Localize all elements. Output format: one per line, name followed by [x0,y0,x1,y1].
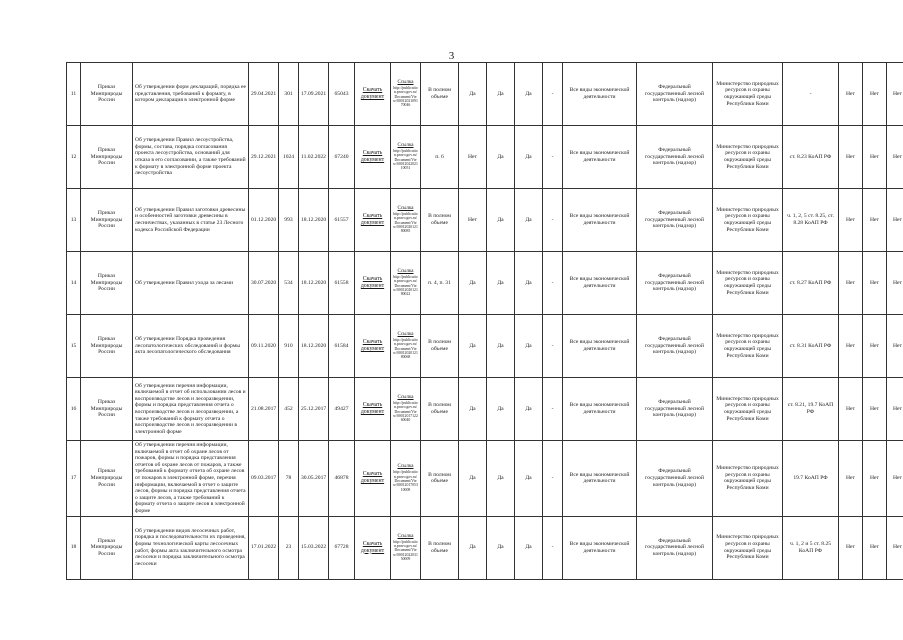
activity-type: Все виды экономической деятельности [563,252,637,315]
source-cell [391,252,421,315]
source-link[interactable] [393,395,418,423]
liability-article: ст. 8.21, 19.7 КоАП РФ [783,378,839,441]
control-type: Федеральный государственный лесной контроль (надзор) [637,516,713,579]
criterion-4: - [543,252,563,315]
source-link-label: Ссылка [397,143,414,149]
source-link[interactable] [393,332,418,360]
criterion-4: - [543,516,563,579]
extra-1: Нет [839,252,863,315]
source-link-label: Ссылка [397,332,414,338]
table-row [67,378,903,441]
application-scope: В полном объеме [421,315,459,378]
control-type: Федеральный государственный лесной контроль (надзор) [637,63,713,126]
application-scope: п. 6 [421,126,459,189]
table-row [67,63,903,126]
document-type: Приказ Минприроды России [81,378,133,441]
registration-date: 30.05.2017 [299,441,329,517]
document-number: 23 [279,516,299,579]
criterion-3: Да [515,126,543,189]
liability-article: ст. 8.23 КоАП РФ [783,126,839,189]
source-link-label: Ссылка [397,206,414,212]
source-link-url: http://publication.pravo.gov.ru/Document/View/0001202203150009 [393,539,418,561]
extra-2: Нет [863,441,887,517]
control-authority: Министерство природных ресурсов и охраны окружающей среды Республики Коми [713,441,783,517]
control-authority: Министерство природных ресурсов и охраны окружающей среды Республики Коми [713,516,783,579]
application-scope: В полном объеме [421,189,459,252]
source-link[interactable] [393,269,418,297]
criterion-3: Да [515,378,543,441]
activity-type: Все виды экономической деятельности [563,315,637,378]
row-number: 16 [67,378,81,441]
source-link-url: http://publication.pravo.gov.ru/Document/View/0001202202110051 [393,148,418,171]
approval-date: 01.12.2020 [249,189,279,252]
liability-article: - [783,63,839,126]
control-type: Федеральный государственный лесной контроль (надзор) [637,252,713,315]
source-link-label: Ссылка [397,533,414,539]
control-type: Федеральный государственный лесной контроль (надзор) [637,378,713,441]
registration-date: 17.09.2021 [299,63,329,126]
download-cell [355,63,391,126]
download-cell [355,441,391,517]
criterion-1: Да [459,516,487,579]
criterion-1: Да [459,252,487,315]
download-document-link[interactable]: Скачать документ [360,213,385,226]
registration-number: 61584 [329,315,355,378]
row-number: 18 [67,516,81,579]
document-type: Приказ Минприроды России [81,63,133,126]
document-title: Об утверждении перечня информации, включаемой в отчет об охране лесов от пожаров, формы и порядка представления отчетов об охране лесов от пожаров, а также требований к формату отчета об охране лесов от пожаров в электронной форме, перечня информации, включаемой в отчет о защите лесов, формы и порядка представления отчета о защите лесов, а также требований к формату отчета о защите лесов в электронной форме [133,441,249,517]
approval-date: 21.08.2017 [249,378,279,441]
source-link[interactable] [393,80,418,108]
liability-article: ст. 8.31 КоАП РФ [783,315,839,378]
document-number: 452 [279,378,299,441]
extra-2: Нет [863,189,887,252]
criterion-2: Да [487,63,515,126]
document-number: 1024 [279,126,299,189]
source-link[interactable] [393,534,418,562]
registration-number: 49427 [329,378,355,441]
row-number: 13 [67,189,81,252]
control-authority: Министерство природных ресурсов и охраны окружающей среды Республики Коми [713,252,783,315]
registration-number: 61557 [329,189,355,252]
criterion-2: Да [487,516,515,579]
document-type: Приказ Минприроды России [81,441,133,517]
extra-1: Нет [839,63,863,126]
document-title: Об утверждении Правил ухода за лесами [133,252,249,315]
application-scope: В полном объеме [421,378,459,441]
criterion-3: Да [515,315,543,378]
extra-1: Нет [839,126,863,189]
document-title: Об утверждении Порядка проведения лесопатологических обследований и формы акта лесопатологического обследования [133,315,249,378]
control-type: Федеральный государственный лесной контроль (надзор) [637,189,713,252]
table-body [67,63,903,580]
source-cell [391,189,421,252]
download-document-link[interactable]: Скачать документ [360,471,385,485]
extra-1: Нет [839,378,863,441]
table-row [67,516,903,579]
criterion-2: Да [487,378,515,441]
extra-3: Нет [887,63,903,126]
download-document-link[interactable]: Скачать документ [360,276,385,289]
document-number: 910 [279,315,299,378]
activity-type: Все виды экономической деятельности [563,378,637,441]
criterion-3: Да [515,63,543,126]
extra-2: Нет [863,252,887,315]
download-document-link[interactable]: Скачать документ [360,339,385,352]
criterion-2: Да [487,252,515,315]
source-link-url: http://publication.pravo.gov.ru/Document/View/0001202012180068 [393,337,418,360]
criterion-1: Нет [459,189,487,252]
extra-2: Нет [863,378,887,441]
source-link-url: http://publication.pravo.gov.ru/Document/View/0001202012180085 [393,211,418,234]
row-number: 15 [67,315,81,378]
download-cell [355,516,391,579]
page-number: 3 [448,50,455,62]
control-authority: Министерство природных ресурсов и охраны окружающей среды Республики Коми [713,315,783,378]
source-link-url: http://publication.pravo.gov.ru/Document/View/0001202109170046 [393,85,418,108]
registration-number: 61558 [329,252,355,315]
table-row [67,441,903,517]
document-title: Об утверждении форм деклараций, порядка ее представления, требований к формату, в котором декларация в электронной форме [133,63,249,126]
table-row [67,252,903,315]
control-authority: Министерство природных ресурсов и охраны окружающей среды Республики Коми [713,378,783,441]
download-document-link[interactable]: Скачать документ [360,87,385,100]
download-document-link[interactable]: Скачать документ [360,150,385,163]
approval-date: 30.07.2020 [249,252,279,315]
registration-number: 46878 [329,441,355,517]
extra-3: Нет [887,516,903,579]
registration-number: 67240 [329,126,355,189]
criterion-4: - [543,315,563,378]
download-cell [355,252,391,315]
source-link[interactable] [393,143,418,171]
registration-date: 11.02.2022 [299,126,329,189]
table-row [67,126,903,189]
criterion-2: Да [487,315,515,378]
approval-date: 09.03.2017 [249,441,279,517]
criterion-2: Да [487,126,515,189]
extra-3: Нет [887,189,903,252]
document-type: Приказ Минприроды России [81,315,133,378]
row-number: 11 [67,63,81,126]
application-scope: В полном объеме [421,441,459,517]
registration-date: 18.12.2020 [299,315,329,378]
criterion-1: Да [459,315,487,378]
liability-article: ч. 1, 2 и 5 ст. 8.25 КоАП РФ [783,516,839,579]
control-type: Федеральный государственный лесной контроль (надзор) [637,441,713,517]
extra-1: Нет [839,315,863,378]
criterion-1: Да [459,63,487,126]
criterion-4: - [543,441,563,517]
source-cell [391,516,421,579]
application-scope: п. 4, п. 31 [421,252,459,315]
source-link-label: Ссылка [397,80,414,86]
source-link-url: http://publication.pravo.gov.ru/Document/View/0001201705310008 [393,470,418,492]
control-authority: Министерство природных ресурсов и охраны окружающей среды Республики Коми [713,63,783,126]
criterion-2: Да [487,189,515,252]
liability-article: ст. 8.27 КоАП РФ [783,252,839,315]
source-cell [391,378,421,441]
criterion-4: - [543,126,563,189]
row-number: 12 [67,126,81,189]
registration-date: 25.12.2017 [299,378,329,441]
source-link-label: Ссылка [397,269,414,275]
registration-date: 18.12.2020 [299,189,329,252]
extra-3: Нет [887,126,903,189]
document-title: Об утверждении Правил лесоустройства, формы, состава, порядка согласования проекта лесоустройства, оснований для отказа в его согласовании, а также требований к формату в электронной форме проекта лесоустройства [133,126,249,189]
criterion-1: Да [459,441,487,517]
document-type: Приказ Минприроды России [81,189,133,252]
criterion-3: Да [515,189,543,252]
registration-date: 15.03.2022 [299,516,329,579]
document-type: Приказ Минприроды России [81,252,133,315]
download-cell [355,378,391,441]
criterion-4: - [543,189,563,252]
activity-type: Все виды экономической деятельности [563,516,637,579]
extra-2: Нет [863,516,887,579]
row-number: 17 [67,441,81,517]
extra-2: Нет [863,63,887,126]
registration-number: 65043 [329,63,355,126]
activity-type: Все виды экономической деятельности [563,189,637,252]
document-number: 534 [279,252,299,315]
activity-type: Все виды экономической деятельности [563,441,637,517]
criterion-4: - [543,63,563,126]
liability-article: 19.7 КоАП РФ [783,441,839,517]
row-number: 14 [67,252,81,315]
criterion-3: Да [515,441,543,517]
document-title: Об утверждении перечня информации, включаемой в отчет об использовании лесов и воспроизводстве лесов и лесоразведении, формы и порядка представления отчета о воспроизводстве лесов и лесоразведении, а также требований к формату отчета о воспроизводстве лесов и лесоразведении в электронной форме [133,378,249,441]
document-title: Об утверждении Правил заготовки древесины и особенностей заготовки древесины в лесничествах, указанных в статье 23 Лесного кодекса Российской Федерации [133,189,249,252]
document-number: 993 [279,189,299,252]
extra-1: Нет [839,516,863,579]
criterion-4: - [543,378,563,441]
control-type: Федеральный государственный лесной контроль (надзор) [637,315,713,378]
source-cell [391,315,421,378]
criterion-2: Да [487,441,515,517]
approval-date: 29.04.2021 [249,63,279,126]
source-link-url: http://publication.pravo.gov.ru/Document/View/0001202012180022 [393,274,418,297]
document-title: Об утверждении видов лесосечных работ, порядка и последовательности их проведения, формы технологической карты лесосечных работ, формы акта заключительного осмотра лесосеки и порядка заключительного осмотра лесосеки [133,516,249,579]
source-link-url: http://publication.pravo.gov.ru/Document/View/0001201712260040 [393,400,418,423]
document-number: 78 [279,441,299,517]
activity-type: Все виды экономической деятельности [563,63,637,126]
download-document-link[interactable]: Скачать документ [360,540,385,554]
extra-1: Нет [839,441,863,517]
download-cell [355,126,391,189]
table-row [67,315,903,378]
criterion-1: Нет [459,126,487,189]
source-cell [391,126,421,189]
source-link[interactable] [393,464,418,492]
application-scope: В полном объеме [421,516,459,579]
registry-table [66,62,903,580]
criterion-3: Да [515,252,543,315]
liability-article: ч. 1, 2, 5 ст. 8.25, ст. 8.28 КоАП РФ [783,189,839,252]
criterion-3: Да [515,516,543,579]
criterion-1: Да [459,378,487,441]
approval-date: 17.01.2022 [249,516,279,579]
extra-1: Нет [839,189,863,252]
source-cell [391,441,421,517]
source-link-label: Ссылка [397,464,414,470]
extra-3: Нет [887,441,903,517]
document-type: Приказ Минприроды России [81,126,133,189]
download-cell [355,189,391,252]
control-type: Федеральный государственный лесной контроль (надзор) [637,126,713,189]
download-cell [355,315,391,378]
document-type: Приказ Минприроды России [81,516,133,579]
extra-3: Нет [887,378,903,441]
activity-type: Все виды экономической деятельности [563,126,637,189]
source-link-label: Ссылка [397,395,414,401]
approval-date: 09.11.2020 [249,315,279,378]
application-scope: В полном объеме [421,63,459,126]
download-document-link[interactable]: Скачать документ [360,402,385,415]
registration-number: 67728 [329,516,355,579]
extra-2: Нет [863,126,887,189]
control-authority: Министерство природных ресурсов и охраны окружающей среды Республики Коми [713,126,783,189]
control-authority: Министерство природных ресурсов и охраны окружающей среды Республики Коми [713,189,783,252]
extra-3: Нет [887,252,903,315]
document-number: 301 [279,63,299,126]
registration-date: 18.12.2020 [299,252,329,315]
table-row [67,189,903,252]
source-link[interactable] [393,206,418,234]
extra-2: Нет [863,315,887,378]
source-cell [391,63,421,126]
approval-date: 29.12.2021 [249,126,279,189]
extra-3: Нет [887,315,903,378]
